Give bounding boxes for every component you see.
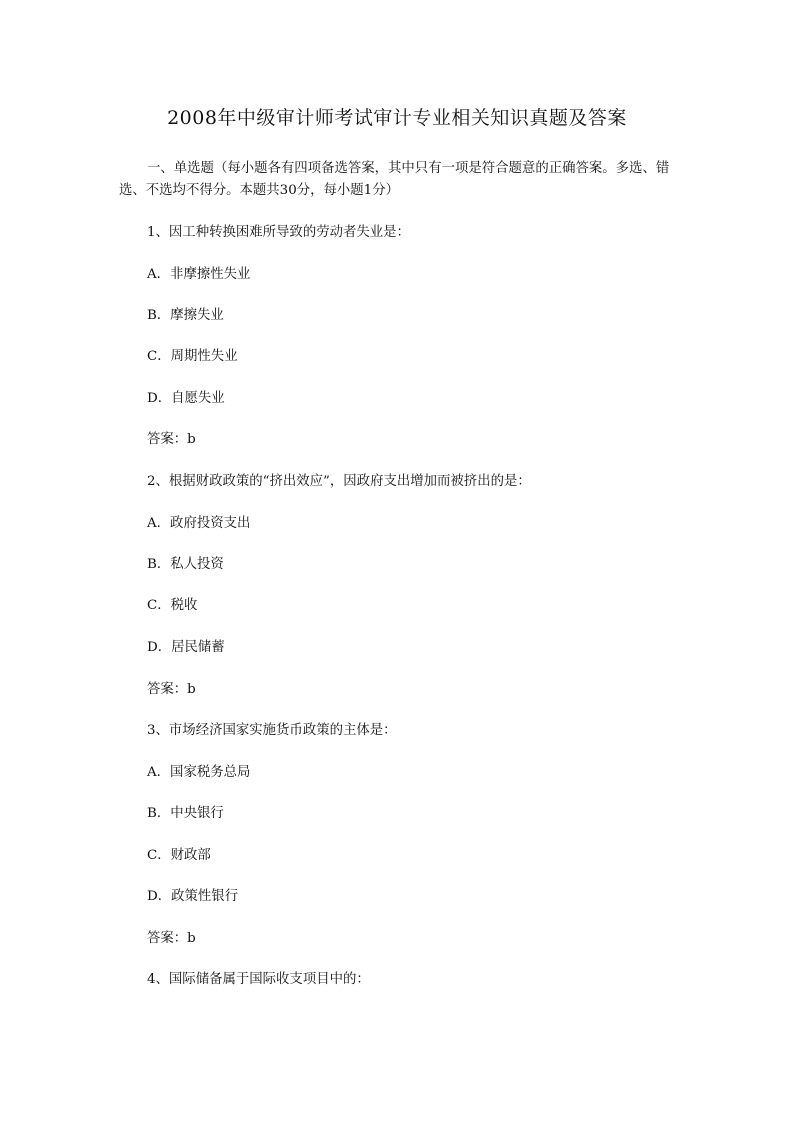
document-title: 2008年中级审计师考试审计专业相关知识真题及答案 <box>167 107 627 129</box>
question-3-option-b: B．中央银行 <box>147 806 224 821</box>
question-1-option-b: B．摩擦失业 <box>147 308 224 323</box>
question-2-answer: 答案：b <box>147 682 196 697</box>
question-2-stem: 2、根据财政政策的“挤出效应”，因政府支出增加而被挤出的是： <box>147 474 531 489</box>
question-1-stem: 1、因工种转换困难所导致的劳动者失业是： <box>147 225 410 240</box>
question-2-option-b: B．私人投资 <box>147 557 224 572</box>
question-3-option-c: C．财政部 <box>147 848 211 863</box>
question-3-option-a: A．国家税务总局 <box>147 765 251 780</box>
question-3-answer: 答案：b <box>147 931 196 946</box>
question-1-option-c: C．周期性失业 <box>147 349 238 364</box>
question-2-option-c: C．税收 <box>147 598 198 613</box>
question-1-answer: 答案：b <box>147 432 196 447</box>
question-3-stem: 3、市场经济国家实施货币政策的主体是： <box>147 723 397 738</box>
question-2-option-d: D．居民储蓄 <box>147 640 225 655</box>
question-1-option-d: D．自愿失业 <box>147 391 225 406</box>
question-2-option-a: A．政府投资支出 <box>147 516 251 531</box>
section-intro: 一、单选题（每小题各有四项备选答案，其中只有一项是符合题意的正确答案。多选、错选、不选均不得分。本题共30分，每小题1分） <box>119 161 670 198</box>
question-1-option-a: A．非摩擦性失业 <box>147 267 251 282</box>
question-3-option-d: D．政策性银行 <box>147 889 239 904</box>
question-4-stem: 4、国际储备属于国际收支项目中的： <box>147 972 370 987</box>
